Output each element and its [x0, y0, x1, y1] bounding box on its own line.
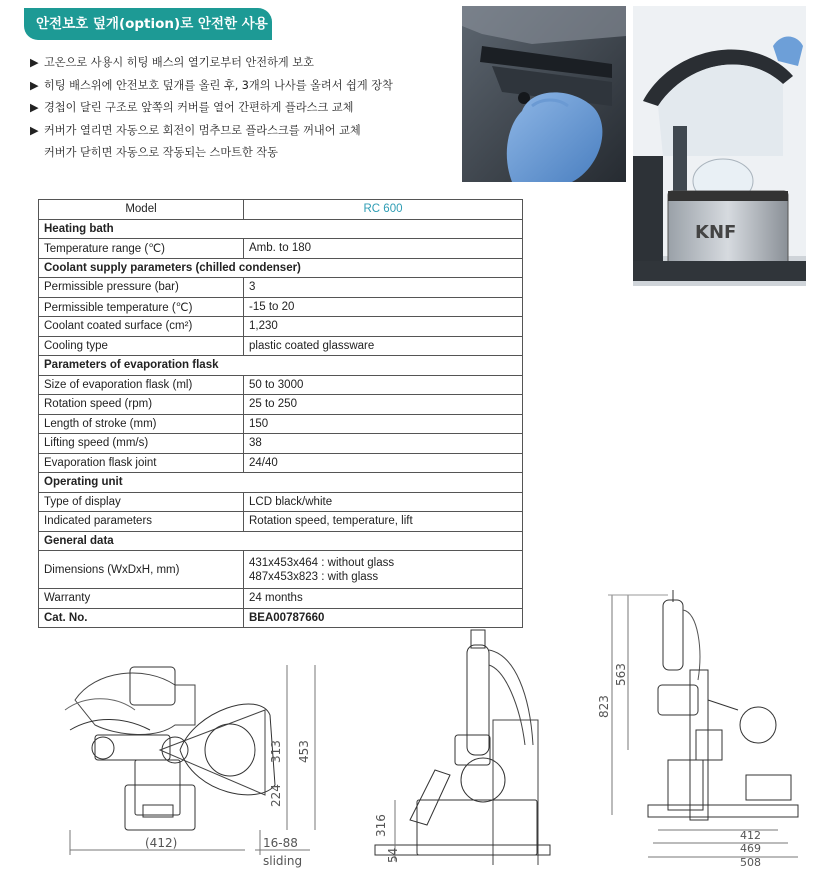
- dim-469-label: 469: [740, 842, 761, 855]
- table-row: Lifting speed (mm/s) 38: [39, 434, 523, 454]
- evaporator-photo: [633, 6, 806, 286]
- table-row: Dimensions (WxDxH, mm) 431x453x464 : without glass 487x453x823 : with glass: [39, 551, 523, 589]
- specification-table: [38, 199, 523, 628]
- table-row: Size of evaporation flask (ml) 50 to 3000: [39, 375, 523, 395]
- table-section-row: Operating unit: [39, 473, 523, 493]
- dim-823-label: 823: [598, 695, 611, 718]
- feature-item-continued: 커버가 닫히면 자동으로 작동되는 스마트한 작동: [44, 146, 278, 159]
- side-view-drawing: [355, 625, 560, 865]
- dim-stroke-label: 16-88: [263, 836, 298, 850]
- model-value: RC 600: [244, 200, 523, 220]
- table-row: Permissible temperature (℃) -15 to 20: [39, 297, 523, 317]
- section-banner: 안전보호 덮개(option)로 안전한 사용: [24, 8, 272, 40]
- feature-list: [30, 52, 460, 165]
- feature-item: ▶ 경첩이 달린 구조로 앞쪽의 커버를 열어 간편하게 플라스크 교체: [30, 97, 460, 120]
- table-row: Cooling type plastic coated glassware: [39, 336, 523, 356]
- table-section-row: Heating bath: [39, 219, 523, 239]
- feature-item: ▶ 고온으로 사용시 히팅 배스의 열기로부터 안전하게 보호: [30, 52, 460, 75]
- bullet-triangle-icon: ▶: [30, 78, 39, 92]
- dim-313-label: 313: [269, 740, 283, 763]
- table-row: Rotation speed (rpm) 25 to 250: [39, 395, 523, 415]
- table-header-row: [39, 200, 523, 220]
- table-row: Evaporation flask joint 24/40: [39, 453, 523, 473]
- table-row: Warranty 24 months: [39, 589, 523, 609]
- feature-item: ▶ 히팅 배스위에 안전보호 덮개를 올린 후, 3개의 나사를 올려서 쉽게 장착: [30, 75, 460, 98]
- dim-453-label: 453: [297, 740, 311, 763]
- bullet-triangle-icon: ▶: [30, 56, 39, 69]
- table-row: Type of display LCD black/white: [39, 492, 523, 512]
- table-section-row: Coolant supply parameters (chilled condenser): [39, 258, 523, 278]
- table-row: Temperature range (℃) Amb. to 180: [39, 239, 523, 259]
- feature-item: ▶ 커버가 열리면 자동으로 회전이 멈추므로 플라스크를 꺼내어 교체: [30, 120, 460, 143]
- brand-logo: KNF: [695, 222, 737, 243]
- dim-sliding-label: sliding: [263, 854, 303, 868]
- dim-412-label: 412: [740, 829, 761, 842]
- dim-316-label: 316: [374, 814, 388, 837]
- front-view-drawing: [598, 590, 804, 868]
- table-section-row: General data: [39, 531, 523, 551]
- cat-no-row: Cat. No. BEA00787660: [39, 608, 523, 628]
- dim-412-label: (412): [145, 836, 178, 850]
- dim-224-label: 224: [269, 784, 283, 807]
- table-row: Coolant coated surface (cm²) 1,230: [39, 317, 523, 337]
- table-row: Permissible pressure (bar) 3: [39, 278, 523, 298]
- model-label: Model: [39, 200, 244, 220]
- dim-54-label: 54: [386, 847, 400, 863]
- bullet-triangle-icon: ▶: [30, 123, 39, 137]
- dim-508-label: 508: [740, 856, 761, 868]
- table-row: Indicated parameters Rotation speed, temperature, lift: [39, 512, 523, 532]
- table-row: Length of stroke (mm) 150: [39, 414, 523, 434]
- table-section-row: Parameters of evaporation flask: [39, 356, 523, 376]
- top-view-drawing: [55, 655, 330, 870]
- bullet-triangle-icon: ▶: [30, 101, 39, 114]
- cover-detail-photo: [462, 6, 626, 182]
- dim-563-label: 563: [614, 663, 628, 686]
